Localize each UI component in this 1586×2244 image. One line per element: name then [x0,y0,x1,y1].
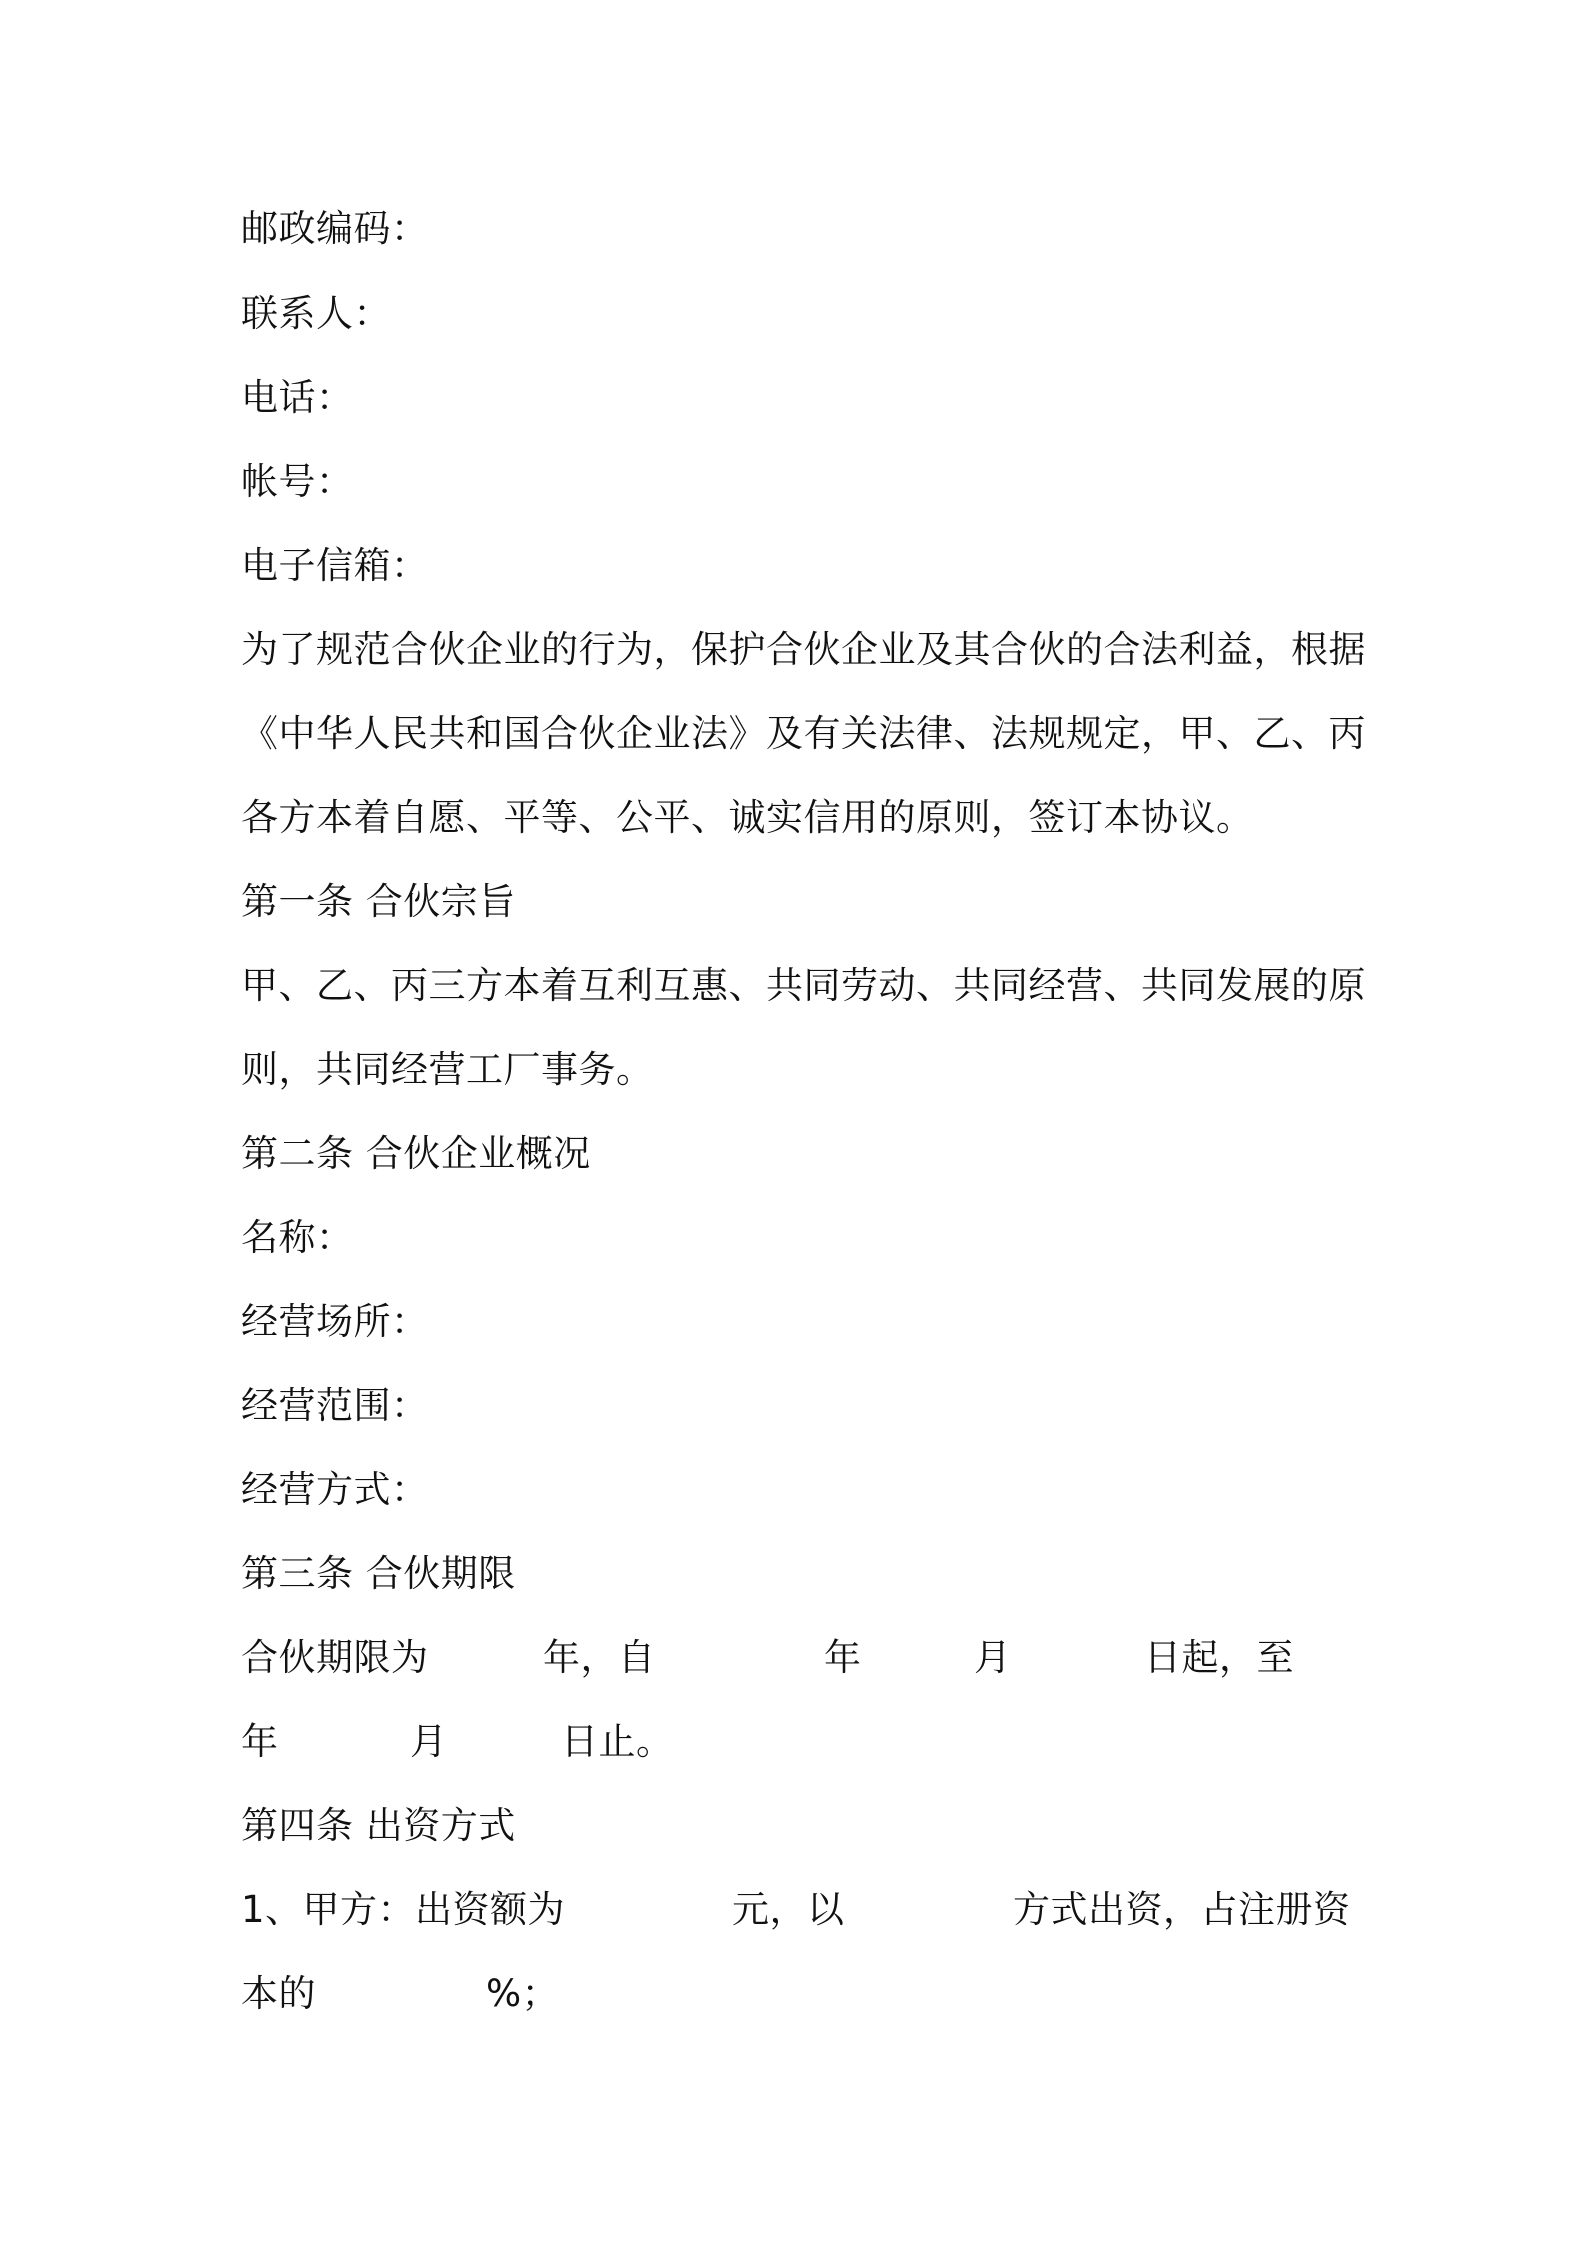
article2-title: 第二条 合伙企业概况 [241,1132,591,1175]
party-a-contribution-label: 1、甲方：出资额为 [241,1888,566,1931]
preamble-line-3: 各方本着自愿、平等、公平、诚实信用的原则，签订本协议。 [241,796,1254,839]
term-end-day: 日止。 [561,1720,674,1763]
term-end-year: 年 [241,1720,279,1763]
business-place-label: 经营场所： [241,1300,429,1343]
term-line-1 [0,1634,1586,1682]
article3-title: 第三条 合伙期限 [241,1552,516,1595]
article1-body-line-1: 甲、乙、丙三方本着互利互惠、共同劳动、共同经营、共同发展的原 [241,964,1366,1007]
contribution-line-1 [0,1886,1586,1934]
contribution-unit: 元，以 [732,1888,845,1931]
enterprise-name-label: 名称： [241,1216,354,1259]
postcode-label: 邮政编码： [241,207,429,250]
term-start-day: 日起，至 [1144,1636,1294,1679]
phone-label: 电话： [241,376,354,419]
term-line-2 [0,1718,1586,1766]
contribution-method: 方式出资，占注册资 [1013,1888,1351,1931]
contribution-line-2 [0,1970,1586,2018]
business-scope-label: 经营范围： [241,1384,429,1427]
article1-title: 第一条 合伙宗旨 [241,880,516,923]
article1-body-line-2: 则，共同经营工厂事务。 [241,1048,654,1091]
email-label: 电子信箱： [241,544,429,587]
preamble-line-2: 《中华人民共和国合伙企业法》及有关法律、法规规定，甲、乙、丙 [241,712,1366,755]
business-method-label: 经营方式： [241,1468,429,1511]
account-label: 帐号： [241,460,354,503]
term-start-month: 月 [974,1636,1012,1679]
contact-person-label: 联系人： [241,292,391,335]
capital-share-percent: %； [486,1972,560,2015]
preamble-line-1: 为了规范合伙企业的行为，保护合伙企业及其合伙的合法利益，根据 [241,628,1366,671]
article4-title: 第四条 出资方式 [241,1804,516,1847]
term-end-month: 月 [410,1720,448,1763]
term-years-suffix: 年，自 [543,1636,656,1679]
term-prefix: 合伙期限为 [241,1636,429,1679]
term-start-year: 年 [824,1636,862,1679]
capital-share-label: 本的 [241,1972,316,2015]
